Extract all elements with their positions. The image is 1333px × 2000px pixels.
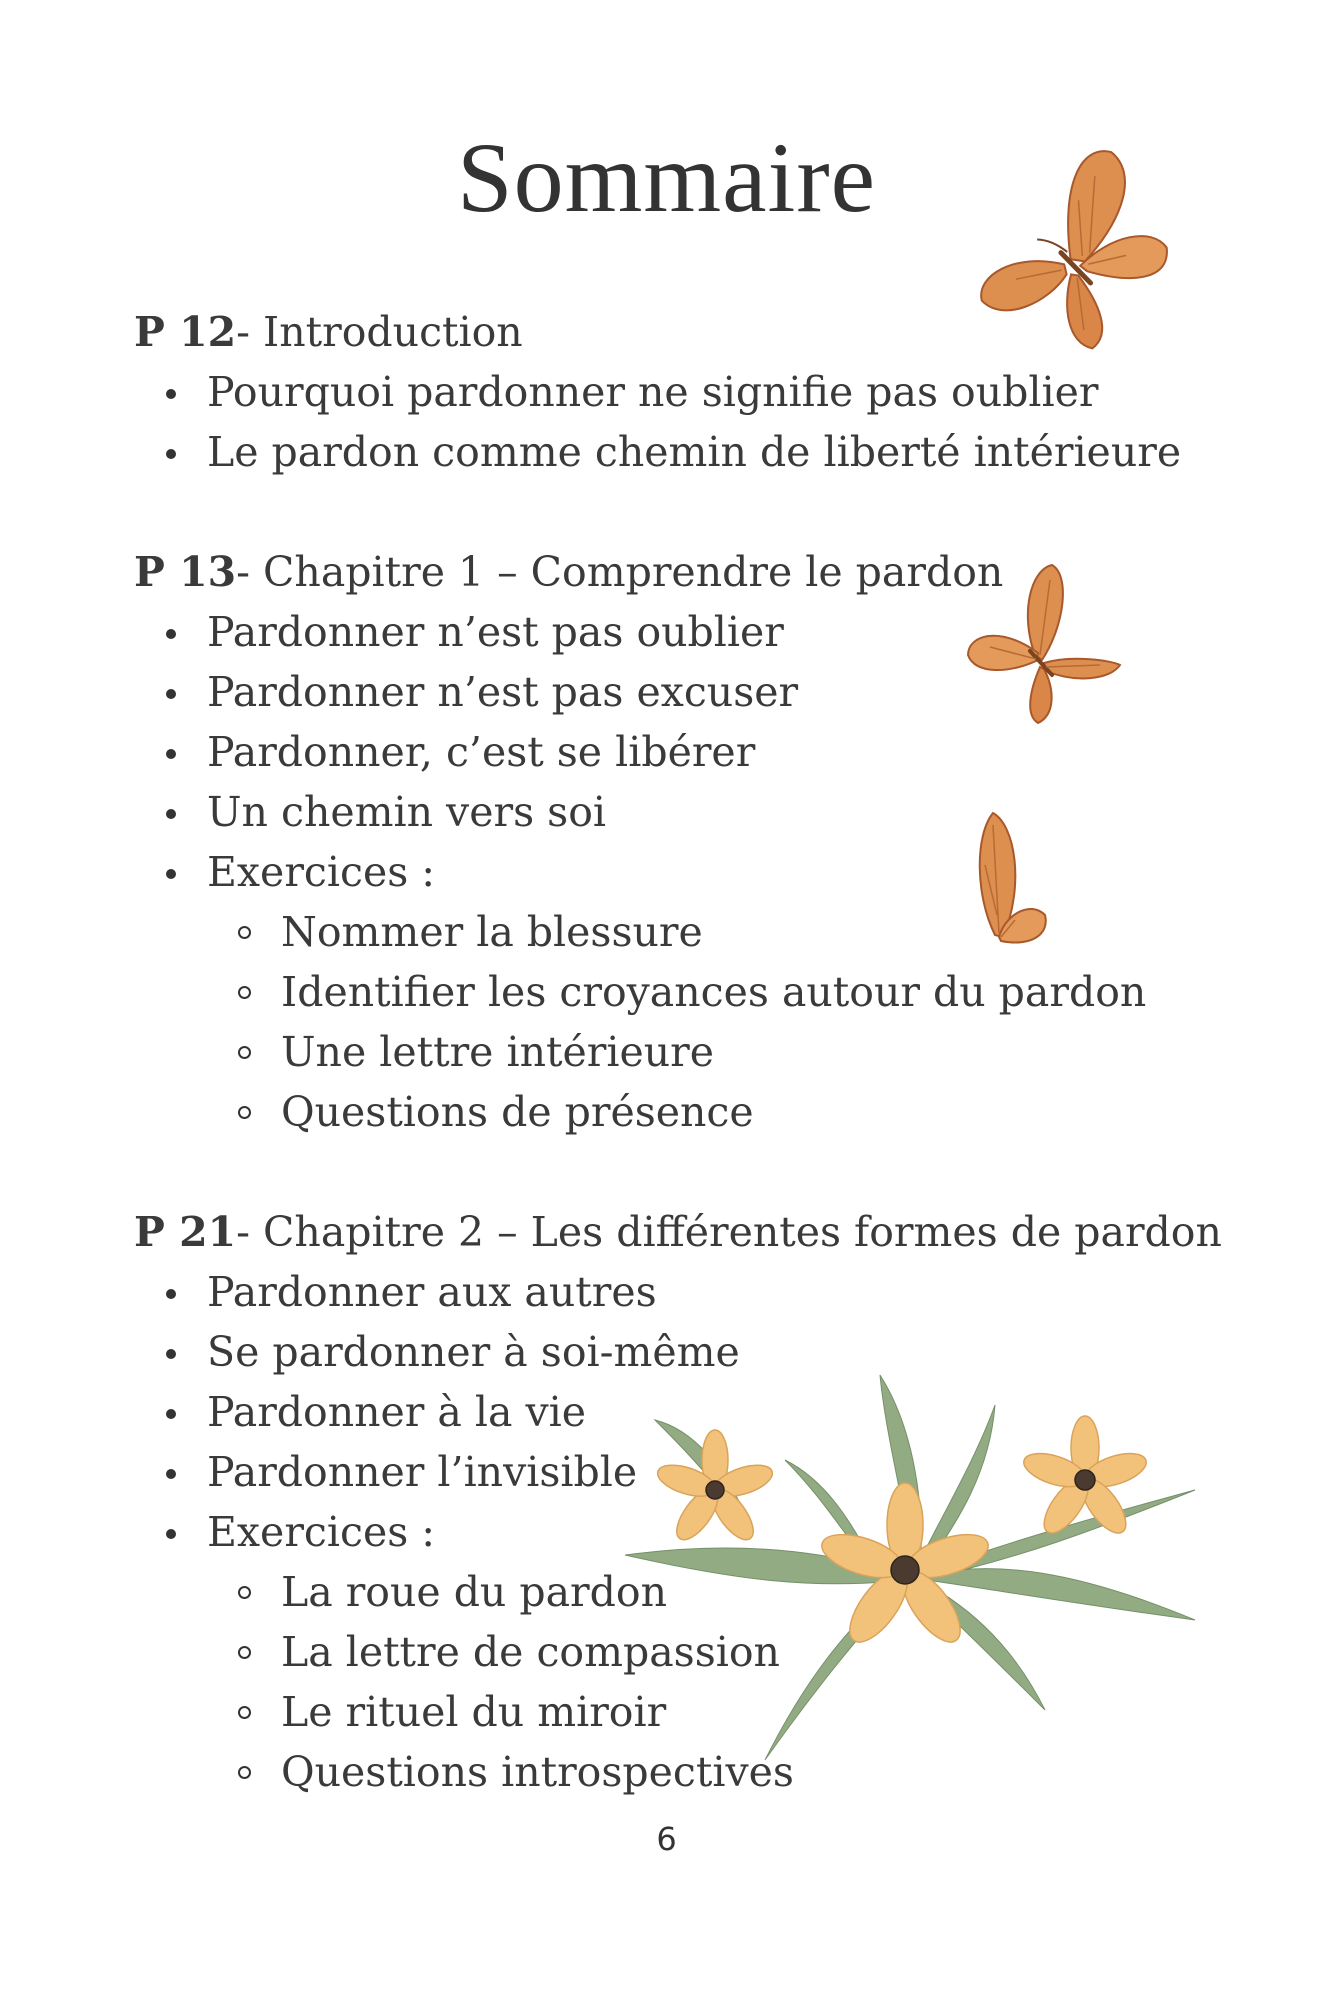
sub-list-item: La roue du pardon xyxy=(134,1562,1234,1622)
list-item: Pardonner l’invisible xyxy=(134,1442,1234,1502)
section-title: - Chapitre 2 – Les différentes formes de pardon xyxy=(236,1208,1222,1256)
list-item: Le pardon comme chemin de liberté intérieure xyxy=(134,422,1234,482)
list-item: Pardonner n’est pas excuser xyxy=(134,662,1234,722)
sub-list-item: Nommer la blessure xyxy=(134,902,1234,962)
page-ref: P 12 xyxy=(134,308,237,356)
list-item: Pardonner, c’est se libérer xyxy=(134,722,1234,782)
sub-list-item: Questions introspectives xyxy=(134,1742,1234,1802)
section-heading xyxy=(134,302,1234,362)
section-heading xyxy=(134,1202,1234,1262)
sub-list-item: Questions de présence xyxy=(134,1082,1234,1142)
section-title: - Chapitre 1 – Comprendre le pardon xyxy=(236,548,1004,596)
page-ref: P 21 xyxy=(134,1208,237,1256)
sub-list-item: Identifier les croyances autour du pardon xyxy=(134,962,1234,1022)
bullet-list xyxy=(134,362,1234,482)
toc-section-introduction xyxy=(134,302,1234,482)
bullet-list xyxy=(134,602,1234,1142)
table-of-contents xyxy=(134,302,1234,1802)
toc-section-chapter-2 xyxy=(134,1202,1234,1802)
bullet-list xyxy=(134,1262,1234,1802)
list-item: Pardonner n’est pas oublier xyxy=(134,602,1234,662)
toc-section-chapter-1 xyxy=(134,542,1234,1142)
list-item: Pardonner aux autres xyxy=(134,1262,1234,1322)
section-heading xyxy=(134,542,1234,602)
list-item: Exercices : xyxy=(134,1502,1234,1562)
list-item: Pardonner à la vie xyxy=(134,1382,1234,1442)
page-ref: P 13 xyxy=(134,548,237,596)
sub-list-item: La lettre de compassion xyxy=(134,1622,1234,1682)
list-item: Se pardonner à soi-même xyxy=(134,1322,1234,1382)
list-item: Exercices : xyxy=(134,842,1234,902)
list-item: Un chemin vers soi xyxy=(134,782,1234,842)
sub-list-item: Une lettre intérieure xyxy=(134,1022,1234,1082)
page-number: 6 xyxy=(656,1820,677,1858)
section-title: - Introduction xyxy=(236,308,523,356)
sub-list-item: Le rituel du miroir xyxy=(134,1682,1234,1742)
list-item: Pourquoi pardonner ne signifie pas oublier xyxy=(134,362,1234,422)
page-title: Sommaire xyxy=(456,122,877,233)
